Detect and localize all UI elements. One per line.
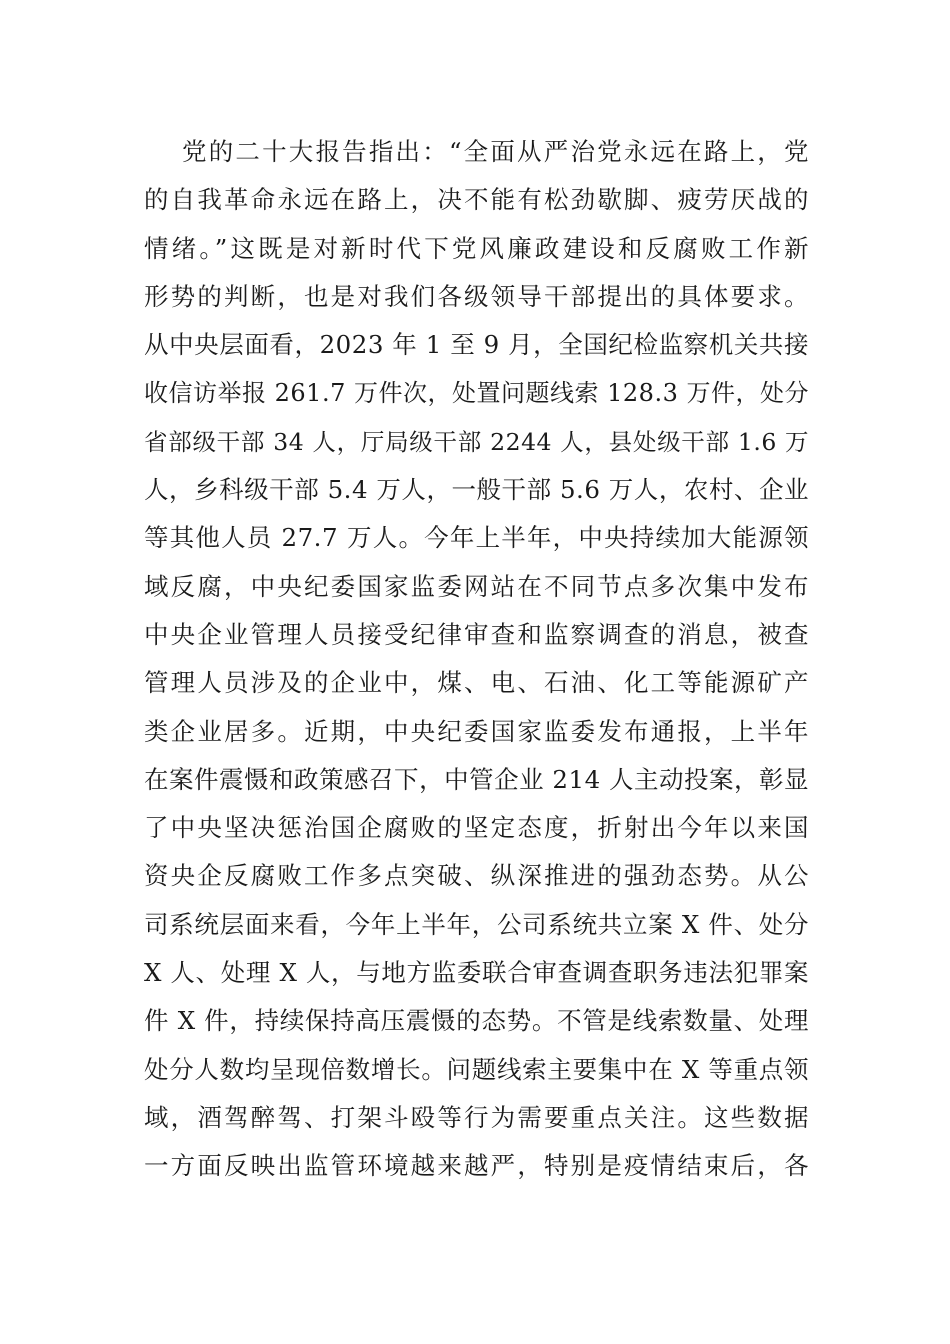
text-line: 管理人员涉及的企业中，煤、电、石油、化工等能源矿产: [144, 668, 809, 698]
text-line: 类企业居多。近期，中央纪委国家监委发布通报，上半年: [144, 716, 809, 746]
text-line: 域反腐，中央纪委国家监委网站在不同节点多次集中发布: [144, 571, 809, 601]
text-line: 等其他人员 27.7 万人。今年上半年，中央持续加大能源领: [144, 523, 809, 553]
text-line: 的自我革命永远在路上，决不能有松劲歇脚、疲劳厌战的: [144, 185, 809, 215]
text-line: 党的二十大报告指出：“全面从严治党永远在路上，党: [182, 137, 809, 166]
text-line: 件 X 件，持续保持高压震慑的态势。不管是线索数量、处理: [144, 1006, 809, 1036]
text-line: 收信访举报 261.7 万件次，处置问题线索 128.3 万件，处分: [144, 379, 809, 408]
text-line: 域，酒驾醉驾、打架斗殴等行为需要重点关注。这些数据: [144, 1102, 809, 1132]
text-line: X 人、处理 X 人，与地方监委联合审查调查职务违法犯罪案: [144, 958, 809, 988]
text-line: 处分人数均呈现倍数增长。问题线索主要集中在 X 等重点领: [144, 1054, 809, 1084]
text-line: 省部级干部 34 人，厅局级干部 2244 人，县处级干部 1.6 万: [144, 427, 809, 456]
text-line: 从中央层面看，2023 年 1 至 9 月，全国纪检监察机关共接: [144, 330, 809, 360]
text-line: 形势的判断，也是对我们各级领导干部提出的具体要求。: [144, 281, 809, 311]
text-line: 资央企反腐败工作多点突破、纵深推进的强劲态势。从公: [144, 861, 809, 891]
text-line: 司系统层面来看，今年上半年，公司系统共立案 X 件、处分: [144, 909, 809, 939]
text-line: 中央企业管理人员接受纪律审查和监察调查的消息，被查: [144, 619, 809, 649]
body-paragraph: [144, 128, 809, 1191]
text-line: 情绪。”这既是对新时代下党风廉政建设和反腐败工作新: [144, 233, 809, 263]
text-line: 一方面反映出监管环境越来越严，特别是疫情结束后，各: [144, 1151, 809, 1181]
text-line: 了中央坚决惩治国企腐败的坚定态度，折射出今年以来国: [144, 813, 809, 843]
text-line: 人，乡科级干部 5.4 万人，一般干部 5.6 万人，农村、企业: [144, 475, 809, 505]
text-line: 在案件震慑和政策感召下，中管企业 214 人主动投案，彰显: [144, 764, 809, 794]
